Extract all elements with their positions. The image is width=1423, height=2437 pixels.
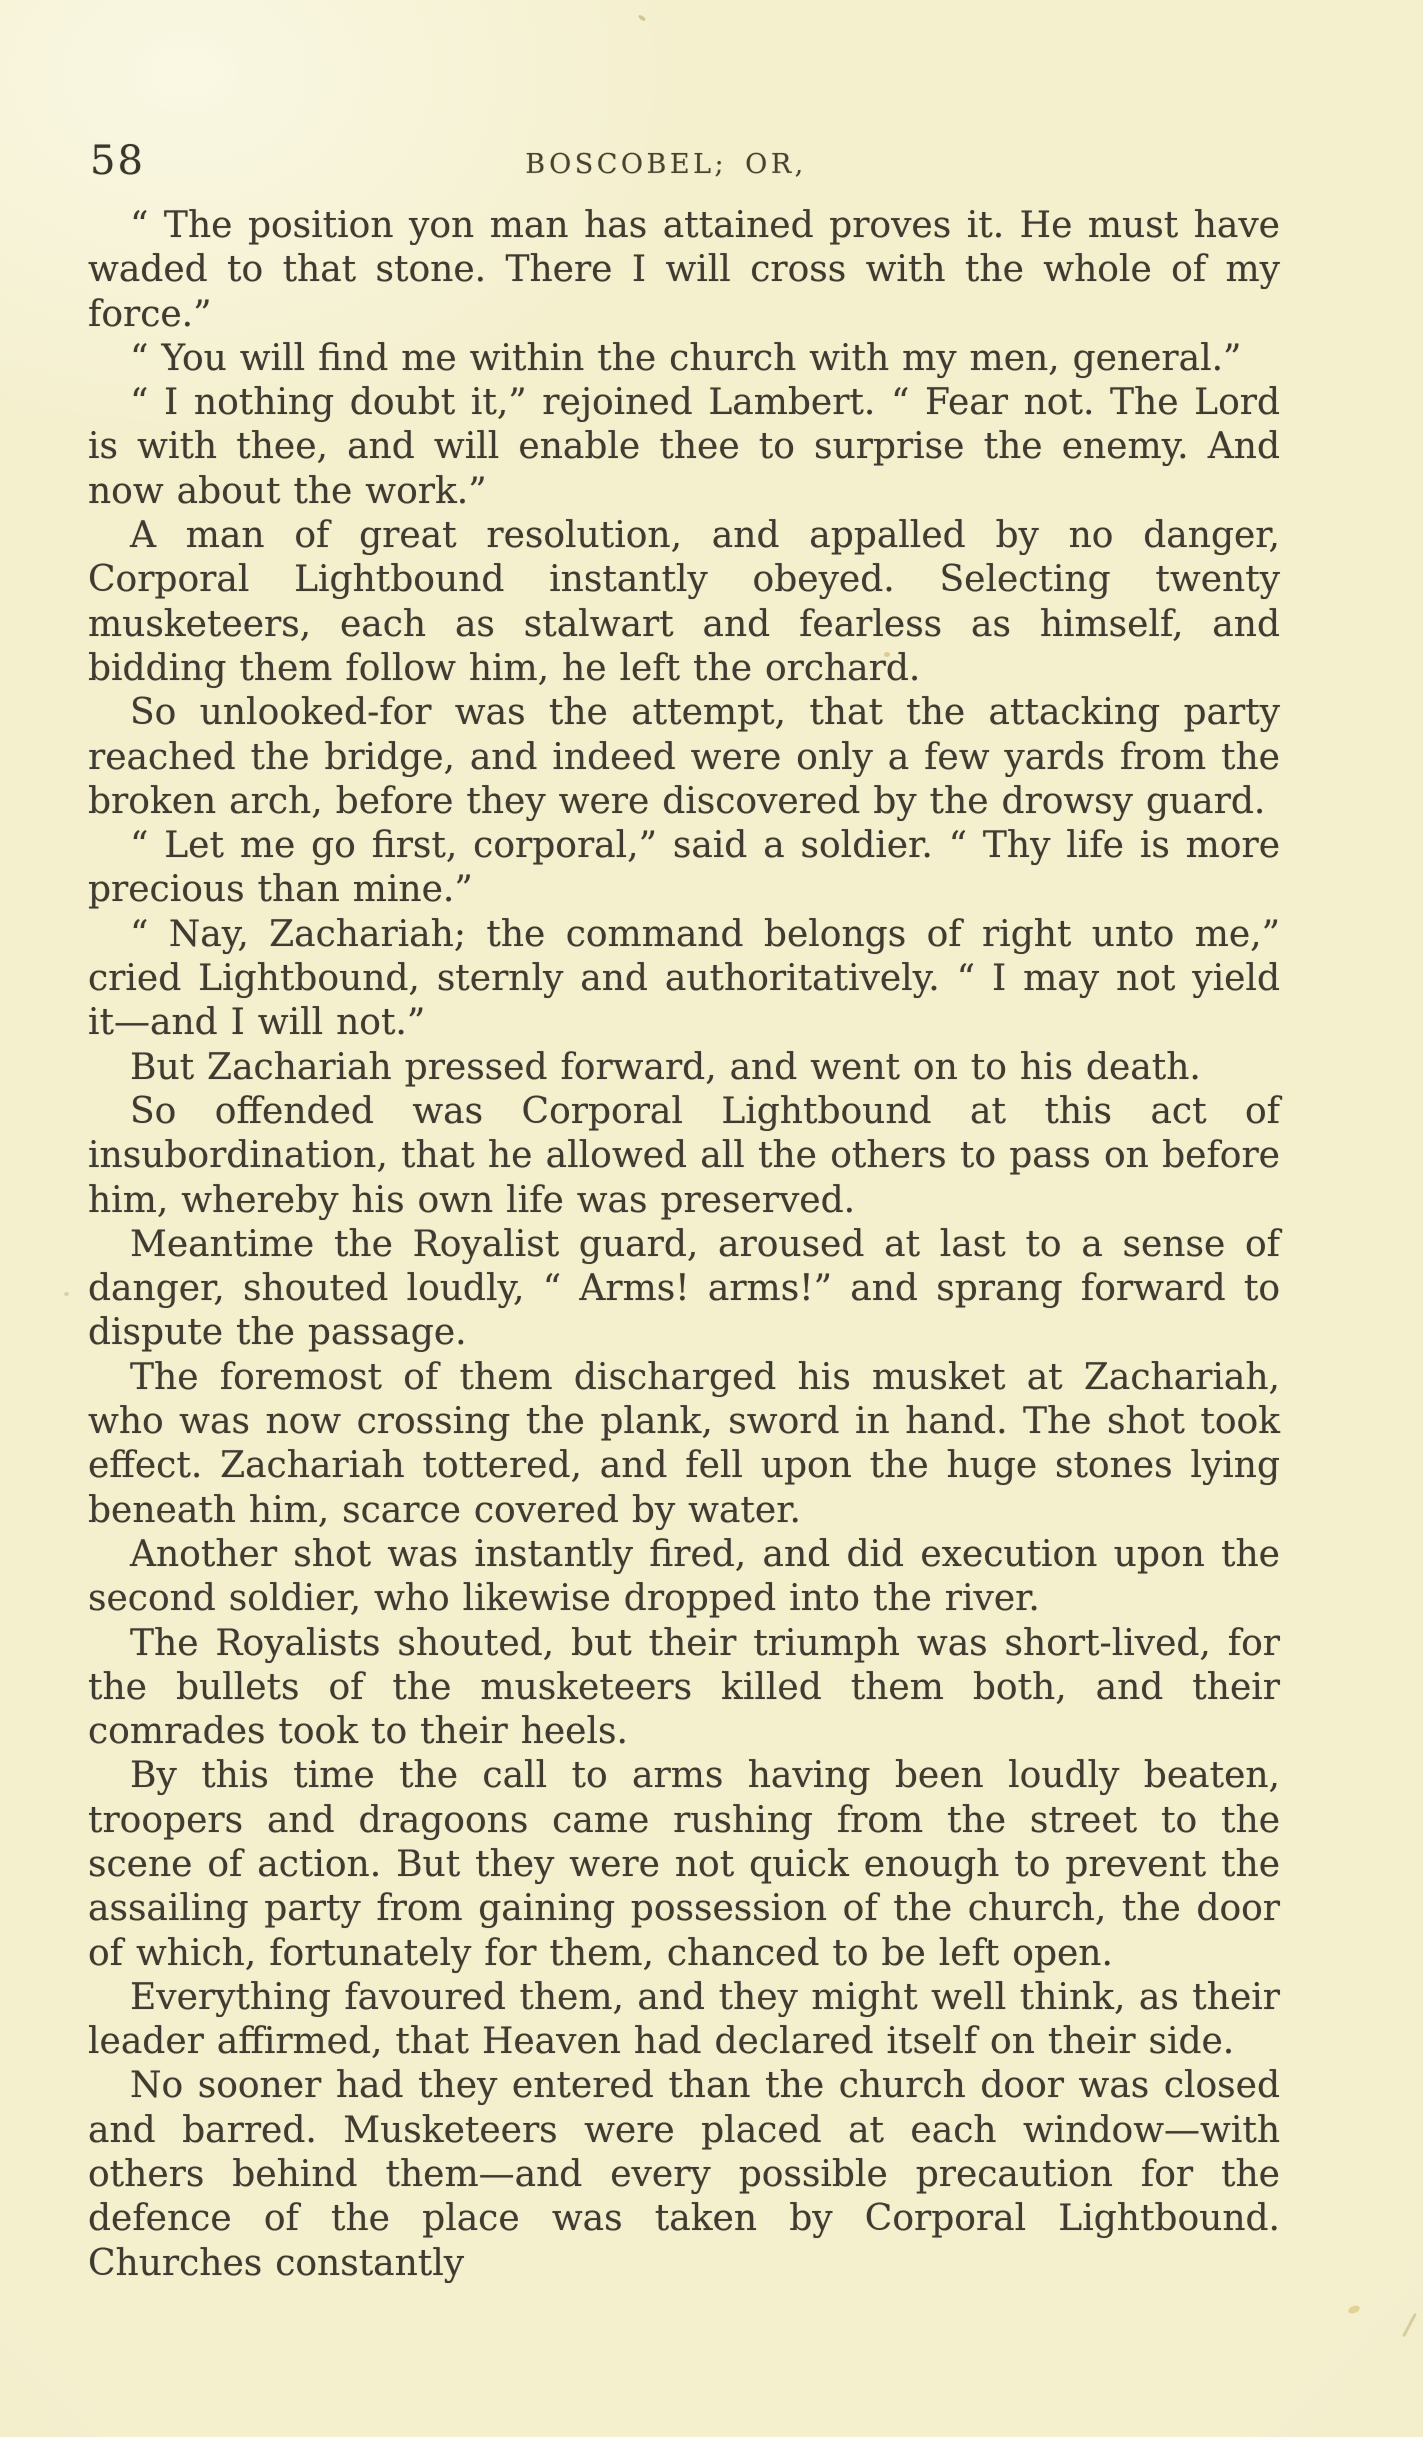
paper-speck: [1347, 2304, 1361, 2315]
paragraph: By this time the call to arms having been loudly beaten, troopers and dragoons came rushing from the street to the scene of action. But they were not quick enough to prevent the assailing party from gaining possession of the church, the door of which, fortunately for them, chanced to be left open.: [88, 1755, 1280, 1974]
paragraph: A man of great resolution, and appalled by no danger, Corporal Lightbound instantly obeyed. Selecting twenty musketeers, each as stalwart and fearless as himself, and bidding them follow him, he left the orchard.: [88, 515, 1280, 689]
running-header: BOSCOBEL; OR,: [525, 149, 807, 180]
paragraph: “ The position yon man has attained proves it. He must have waded to that stone. There I will cross with the whole of my force.”: [88, 205, 1280, 335]
paper-speck: [1402, 2313, 1417, 2337]
paragraph: Meantime the Royalist guard, aroused at last to a sense of danger, shouted loudly, “ Arms! arms!” and sprang forward to dispute the passage.: [88, 1223, 1280, 1354]
paragraph: The Royalists shouted, but their triumph was short-lived, for the bullets of the musketeers killed them both, and their comrades took to their heels.: [88, 1622, 1280, 1753]
page-number: 58: [90, 138, 145, 184]
paragraph: So unlooked-for was the attempt, that the attacking party reached the bridge, and indeed were only a few yards from the broken arch, before they were discovered by the drowsy guard.: [88, 692, 1280, 822]
paragraph: “ Let me go first, corporal,” said a soldier. “ Thy life is more precious than mine.”: [88, 825, 1280, 911]
paragraph: “ I nothing doubt it,” rejoined Lambert. “ Fear not. The Lord is with thee, and will enable thee to surprise the enemy. And now about the work.”: [88, 382, 1280, 512]
paragraph: “ Nay, Zachariah; the command belongs of right unto me,” cried Lightbound, sternly and authoritatively. “ I may not yield it—and I will not.”: [88, 913, 1280, 1044]
paragraph: “ You will find me within the church with my men, general.”: [130, 337, 1242, 379]
page-text: [88, 204, 1280, 2286]
paragraph: Everything favoured them, and they might well think, as their leader affirmed, that Heaven had declared itself on their side.: [88, 1976, 1280, 2063]
paper-speck: [638, 14, 647, 22]
paragraph: So offended was Corporal Lightbound at this act of insubordination, that he allowed all the others to pass on before him, whereby his own life was preserved.: [88, 1090, 1280, 1221]
paragraph: The foremost of them discharged his musket at Zachariah, who was now crossing the plank, sword in hand. The shot took effect. Zachariah tottered, and fell upon the huge stones lying beneath him, scarce covered by water.: [88, 1356, 1280, 1531]
paragraph: No sooner had they entered than the church door was closed and barred. Musketeers were placed at each window—with others behind them—and every possible precaution for the defence of the place was taken by Corporal Lightbound. Churches constantly: [88, 2065, 1280, 2284]
paper-speck: [64, 1292, 69, 1296]
paragraph: Another shot was instantly fired, and did execution upon the second soldier, who likewise dropped into the river.: [88, 1533, 1280, 1620]
paragraph: But Zachariah pressed forward, and went on to his death.: [130, 1046, 1201, 1088]
